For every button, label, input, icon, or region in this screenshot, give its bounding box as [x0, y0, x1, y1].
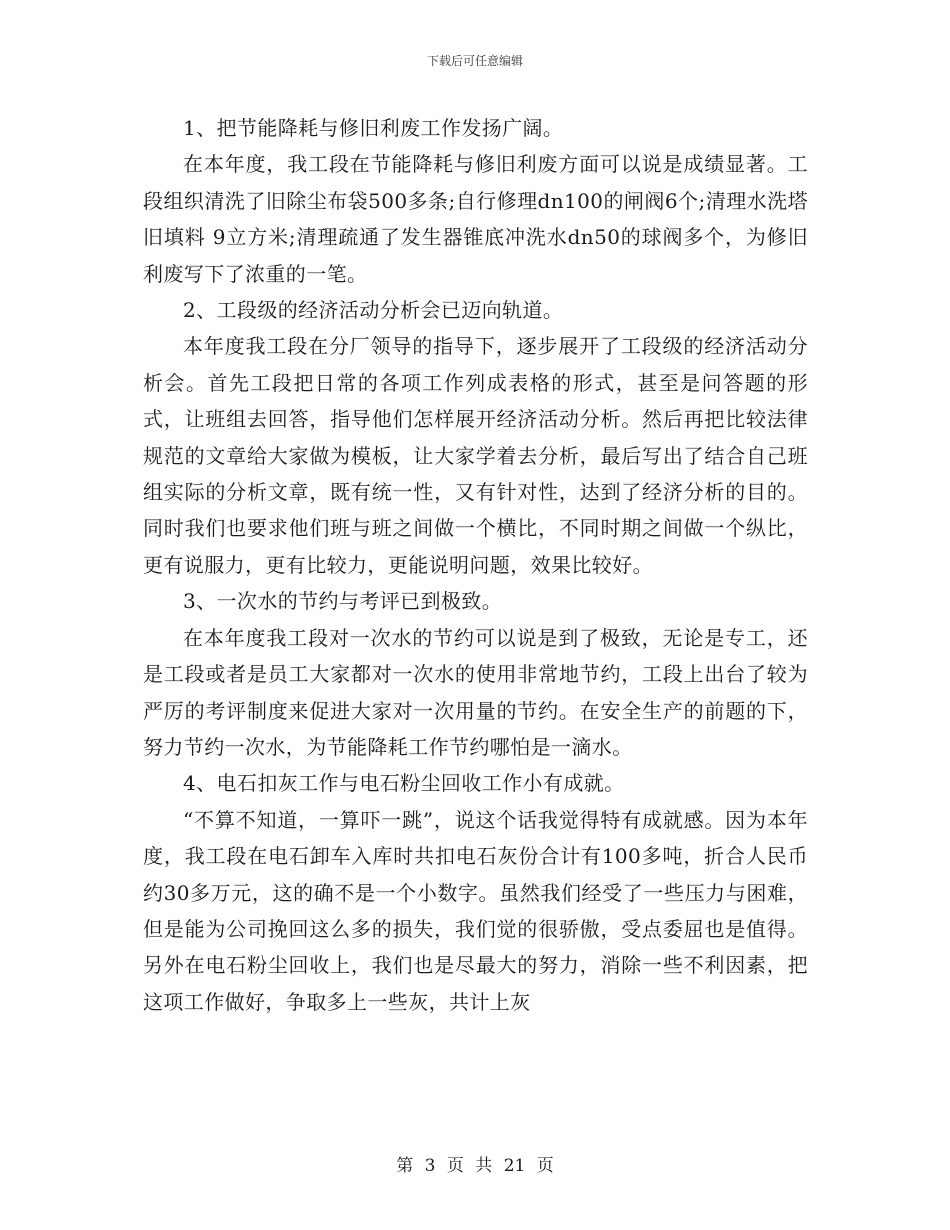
- page-header: 下载后可任意编辑: [426, 54, 523, 68]
- document-body: [143, 110, 808, 1020]
- section-heading-4: 4、电石扣灰工作与电石粉尘回收工作小有成就。: [183, 771, 625, 796]
- page-footer: 第 3 页 共 21 页: [396, 1156, 554, 1176]
- body-paragraph: “不算不知道，一算吓一跳”，说这个话我觉得特有成就感。因为本年度，我工段在电石卸车入库时共扣电石灰份合计有100多吨，折合人民币约30多万元，这的确不是一个小数字。虽然我们经受了一些压力与困难，但是能为公司挽回这么多的损失，我们觉的很骄傲，受点委屈也是值得。另外在电石粉尘回收上，我们也是尽最大的努力，消除一些不利因素，把这项工作做好，争取多上一些灰，共计上灰: [143, 807, 808, 1014]
- section-heading-2: 2、工段级的经济活动分析会已迈向轨道。: [183, 298, 564, 323]
- body-paragraph: 在本年度我工段对一次水的节约可以说是到了极致，无论是专工，还是工段或者是员工大家都对一次水的使用非常地节约，工段上出台了较为严厉的考评制度来促进大家对一次用量的节约。在安全生产的前题的下，努力节约一次水，为节能降耗工作节约哪怕是一滴水。: [143, 625, 808, 759]
- body-paragraph: 本年度我工段在分厂领导的指导下，逐步展开了工段级的经济活动分析会。首先工段把日常的各项工作列成表格的形式，甚至是问答题的形式，让班组去回答，指导他们怎样展开经济活动分析。然后再把比较法律规范的文章给大家做为模板，让大家学着去分析，最后写出了结合自己班组实际的分析文章，既有统一性，又有针对性，达到了经济分析的目的。同时我们也要求他们班与班之间做一个横比，不同时期之间做一个纵比，更有说服力，更有比较力，更能说明问题，效果比较好。: [143, 334, 808, 577]
- section-heading-3: 3、一次水的节约与考评已到极致。: [183, 589, 503, 614]
- body-paragraph: 在本年度，我工段在节能降耗与修旧利废方面可以说是成绩显著。工段组织清洗了旧除尘布袋500多条;自行修理dn100的闸阀6个;清理水洗塔旧填料 9立方米;清理疏通了发生器锥底冲洗水dn50的球阀多个，为修旧利废写下了浓重的一笔。: [143, 152, 808, 286]
- section-heading-1: 1、把节能降耗与修旧利废工作发扬广阔。: [183, 116, 564, 140]
